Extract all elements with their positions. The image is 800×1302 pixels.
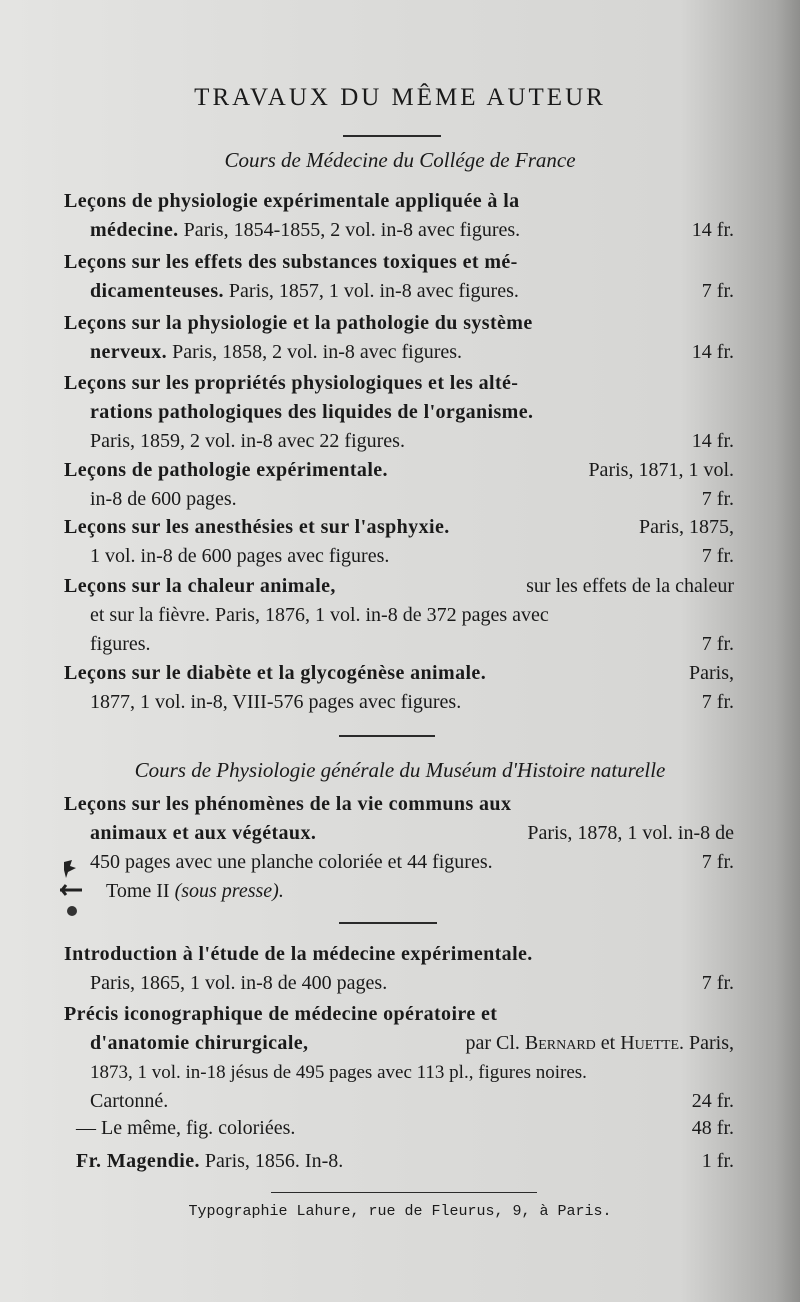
book-entry	[64, 940, 734, 998]
entry-details-start: sur les effets de la chaleur	[526, 575, 734, 597]
section-rule	[339, 922, 437, 924]
book-entry	[64, 513, 734, 571]
entry-price: 14 fr.	[691, 219, 734, 241]
entry-title: Leçons sur les anesthésies et sur l'asphyxie.	[64, 516, 450, 538]
author-name: Bernard	[524, 1032, 596, 1054]
ink-mark	[58, 858, 84, 880]
book-entry	[64, 369, 734, 456]
entry-price: 1 fr.	[701, 1150, 734, 1172]
entry-title: Leçons sur les effets des substances toxiques et mé-	[64, 251, 518, 273]
entry-details-line: et sur la fièvre. Paris, 1876, 1 vol. in-8 de 372 pages avec	[90, 604, 549, 626]
book-entry	[64, 790, 734, 906]
book-entry	[64, 456, 734, 514]
entry-price: 7 fr.	[701, 691, 734, 713]
entry-details: figures.	[90, 633, 151, 655]
entry-details-start: Paris, 1871, 1 vol.	[588, 459, 734, 481]
entry-price: 7 fr.	[701, 633, 734, 655]
entry-price: 48 fr.	[691, 1117, 734, 1139]
book-entry	[64, 187, 734, 245]
entry-title: Introduction à l'étude de la médecine expérimentale.	[64, 943, 533, 965]
entry-title-cont: rations pathologiques des liquides de l'organisme.	[90, 401, 534, 423]
section-rule	[339, 735, 435, 737]
ink-mark	[58, 880, 84, 902]
author-name: Huette	[620, 1032, 679, 1054]
entry-details: Paris, 1857, 1 vol. in-8 avec figures.	[228, 280, 519, 302]
printer-imprint: Typographie Lahure, rue de Fleurus, 9, à Paris.	[188, 1203, 612, 1220]
entry-price: 7 fr.	[701, 545, 734, 567]
entry-title: Leçons sur la chaleur animale,	[64, 575, 336, 597]
entry-title-cont: animaux et aux végétaux.	[90, 822, 317, 844]
book-entry	[64, 248, 734, 306]
entry-price: 14 fr.	[691, 430, 734, 452]
entry-details-end: . Paris,	[679, 1032, 734, 1054]
ink-mark	[58, 902, 84, 924]
entry-details: 1877, 1 vol. in-8, VIII-576 pages avec figures.	[90, 691, 462, 713]
entry-title: Leçons de physiologie expérimentale appliquée à la	[64, 190, 520, 212]
book-entry	[64, 1000, 734, 1116]
footer-rule	[271, 1192, 537, 1193]
entry-details-start: Paris, 1878, 1 vol. in-8 de	[527, 822, 734, 844]
entry-price: 14 fr.	[691, 341, 734, 363]
entry-details: in-8 de 600 pages.	[90, 488, 237, 510]
entry-details: Cartonné.	[90, 1090, 169, 1112]
book-entry	[64, 309, 734, 367]
entry-title: Leçons sur les phénomènes de la vie communs aux	[64, 793, 512, 815]
title-rule	[343, 135, 441, 137]
entry-title-cont: médecine.	[90, 219, 179, 241]
entry-price: 7 fr.	[701, 488, 734, 510]
entry-details: 450 pages avec une planche coloriée et 44 figures.	[90, 851, 493, 873]
entry-conjunction: et	[600, 1032, 616, 1054]
entry-title: Fr. Magendie.	[76, 1150, 200, 1172]
entry-title-cont: nerveux.	[90, 341, 168, 363]
tome-label: Tome II	[106, 880, 170, 902]
entry-title: Leçons de pathologie expérimentale.	[64, 459, 388, 481]
entry-details-start: Paris,	[689, 662, 734, 684]
book-entry	[64, 1114, 734, 1143]
entry-title: Précis iconographique de médecine opératoire et	[64, 1003, 498, 1025]
entry-details: Paris, 1856. In-8.	[204, 1150, 344, 1172]
page-title: TRAVAUX DU MÊME AUTEUR	[194, 84, 606, 111]
section-heading-museum: Cours de Physiologie générale du Muséum d'Histoire naturelle	[134, 758, 666, 782]
entry-price: 7 fr.	[701, 280, 734, 302]
book-entry	[64, 572, 734, 659]
entry-title-cont: d'anatomie chirurgicale,	[90, 1032, 309, 1054]
tome-note: (sous presse).	[174, 880, 284, 902]
entry-details-start: par Cl.	[465, 1032, 520, 1054]
section-heading-college: Cours de Médecine du Collége de France	[224, 148, 576, 172]
entry-title: Leçons sur le diabète et la glycogénèse animale.	[64, 662, 487, 684]
entry-price: 7 fr.	[701, 851, 734, 873]
entry-title: Leçons sur la physiologie et la pathologie du système	[64, 312, 533, 334]
entry-details: — Le même, fig. coloriées.	[76, 1117, 296, 1139]
entry-price: 7 fr.	[701, 972, 734, 994]
entry-details-line: 1873, 1 vol. in-18 jésus de 495 pages avec 113 pl., figures noires.	[90, 1062, 587, 1083]
entry-details: Paris, 1865, 1 vol. in-8 de 400 pages.	[90, 972, 388, 994]
entry-details: Paris, 1858, 2 vol. in-8 avec figures.	[172, 341, 463, 363]
entry-details: Paris, 1859, 2 vol. in-8 avec 22 figures.	[90, 430, 405, 452]
entry-details: Paris, 1854-1855, 2 vol. in-8 avec figures.	[183, 219, 521, 241]
entry-details-start: Paris, 1875,	[639, 516, 734, 538]
book-entry	[64, 659, 734, 717]
entry-details: 1 vol. in-8 de 600 pages avec figures.	[90, 545, 390, 567]
book-entry	[64, 1147, 734, 1176]
entry-price: 24 fr.	[691, 1090, 734, 1112]
entry-title-cont: dicamenteuses.	[90, 280, 224, 302]
entry-title: Leçons sur les propriétés physiologiques et les alté-	[64, 372, 519, 394]
